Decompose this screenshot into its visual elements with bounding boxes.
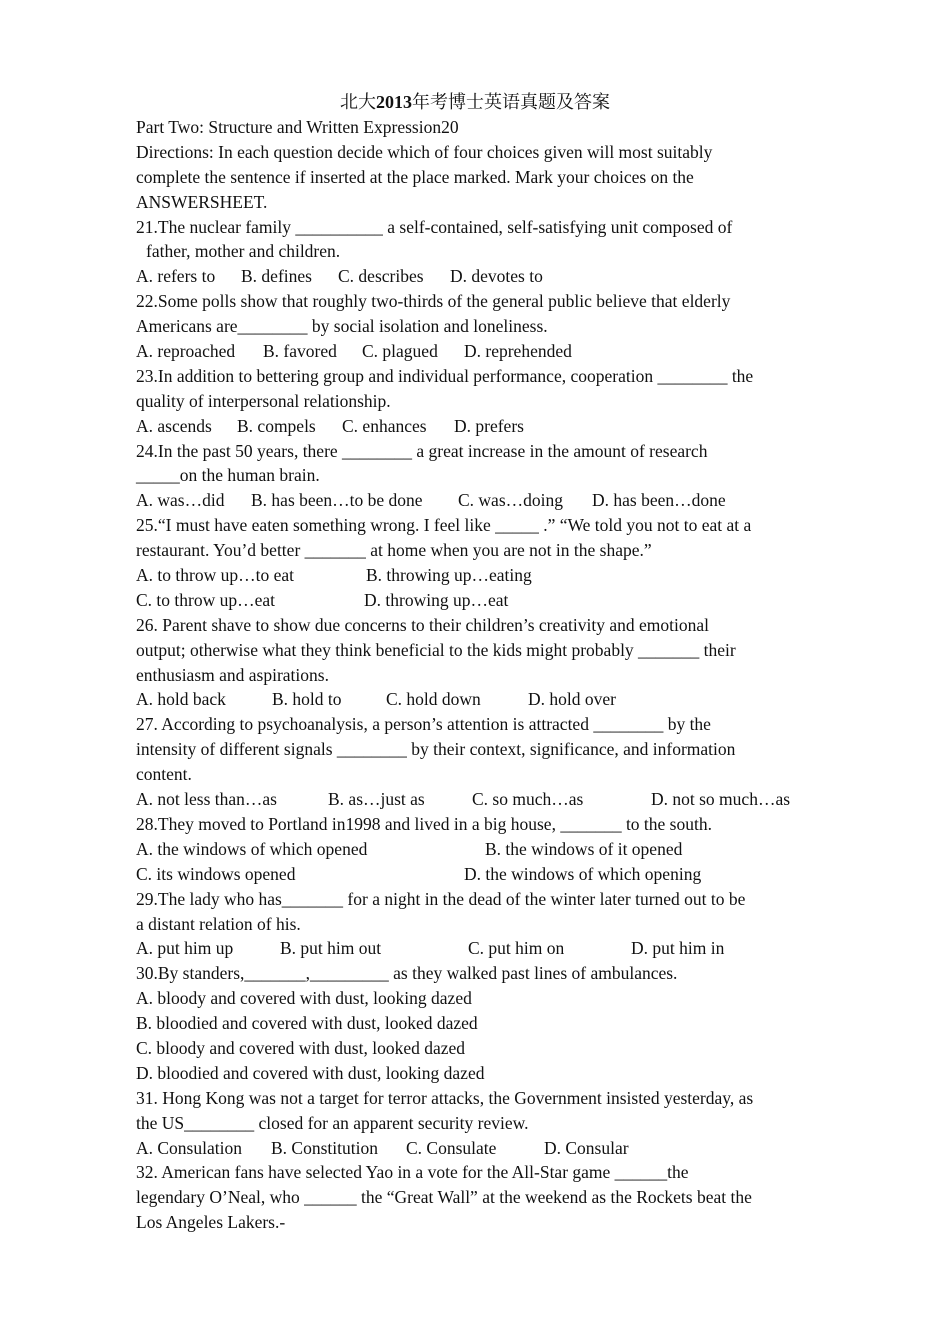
question-27 [136, 712, 826, 812]
question-stem: 23.In addition to bettering group and individual performance, cooperation ________ the [136, 365, 754, 386]
options-row [136, 339, 826, 364]
option-d: D. prefers [454, 415, 524, 436]
title-suffix: 年考博士英语真题及答案 [412, 92, 610, 112]
option-b: B. as…just as [328, 789, 425, 810]
options-row [136, 414, 826, 439]
question-stem: the US________ closed for an apparent security review. [136, 1112, 529, 1133]
question-stem: 30.By standers,_______,_________ as they walked past lines of ambulances. [136, 963, 678, 984]
options-row [136, 936, 826, 961]
option-b: B. compels [237, 415, 316, 436]
option-b: B. Constitution [271, 1137, 378, 1158]
options-row [136, 264, 826, 289]
option-c: C. its windows opened [136, 863, 296, 884]
option-c: C. to throw up…eat [136, 589, 276, 610]
option-c: C. enhances [342, 415, 427, 436]
option-d: D. Consular [544, 1137, 629, 1158]
document-title [0, 90, 950, 114]
title-prefix: 北大 [340, 92, 376, 112]
option-a: A. reproached [136, 341, 236, 362]
question-stem: a distant relation of his. [136, 913, 301, 934]
question-stem: _____on the human brain. [136, 465, 320, 486]
option-a: A. ascends [136, 415, 212, 436]
question-stem: restaurant. You’d better _______ at home when you are not in the shape.” [136, 540, 652, 561]
question-21 [136, 215, 826, 290]
question-stem: 28.They moved to Portland in1998 and lived in a big house, _______ to the south. [136, 813, 712, 834]
question-stem: enthusiasm and aspirations. [136, 664, 329, 685]
option-a: A. to throw up…to eat [136, 565, 294, 586]
option-b: B. has been…to be done [251, 490, 423, 511]
question-stem: legendary O’Neal, who ______ the “Great Wall” at the weekend as the Rockets beat the [136, 1187, 752, 1208]
option-d: D. devotes to [450, 266, 543, 287]
options-row [136, 687, 826, 712]
option-c: C. bloody and covered with dust, looked dazed [136, 1037, 466, 1058]
option-d: D. put him in [631, 938, 725, 959]
option-a: A. the windows of which opened [136, 838, 368, 859]
question-stem: 27. According to psychoanalysis, a person’s attention is attracted ________ by the [136, 714, 711, 735]
document-body [136, 115, 826, 1235]
option-c: C. was…doing [458, 490, 563, 511]
question-stem: 32. American fans have selected Yao in a vote for the All-Star game ______the [136, 1162, 689, 1183]
option-d: D. bloodied and covered with dust, looking dazed [136, 1062, 485, 1083]
question-stem: quality of interpersonal relationship. [136, 390, 391, 411]
option-c: C. hold down [386, 689, 481, 710]
question-stem: 25.“I must have eaten something wrong. I feel like _____ .” “We told you not to eat at a [136, 515, 752, 536]
question-stem: father, mother and children. [146, 241, 341, 262]
option-b: B. defines [241, 266, 312, 287]
question-stem: 21.The nuclear family __________ a self-contained, self-satisfying unit composed of [136, 216, 733, 237]
options-row [136, 862, 826, 887]
option-a: A. hold back [136, 689, 226, 710]
option-b: B. put him out [280, 938, 382, 959]
options-row [136, 787, 826, 812]
option-b: B. hold to [272, 689, 342, 710]
question-stem: 26. Parent shave to show due concerns to their children’s creativity and emotional [136, 614, 709, 635]
option-b: B. the windows of it opened [485, 838, 683, 859]
question-31 [136, 1086, 826, 1161]
question-29 [136, 887, 826, 962]
options-row [136, 1136, 826, 1161]
option-a: A. not less than…as [136, 789, 277, 810]
option-a: A. bloody and covered with dust, looking dazed [136, 988, 472, 1009]
options-row [136, 563, 826, 588]
option-a: A. was…did [136, 490, 225, 511]
option-d: D. throwing up…eat [364, 589, 509, 610]
option-a: A. refers to [136, 266, 216, 287]
directions-line: Directions: In each question decide which of four choices given will most suitably [136, 141, 713, 162]
options-row [136, 488, 826, 513]
option-c: C. put him on [468, 938, 565, 959]
option-d: D. reprehended [464, 341, 572, 362]
question-28 [136, 812, 826, 887]
title-year: 2013 [376, 92, 412, 112]
question-25 [136, 513, 826, 613]
question-22 [136, 289, 826, 364]
question-stem: content. [136, 764, 192, 785]
option-c: C. plagued [362, 341, 438, 362]
option-a: A. put him up [136, 938, 234, 959]
question-stem: 24.In the past 50 years, there ________ a great increase in the amount of research [136, 440, 708, 461]
option-d: D. has been…done [592, 490, 726, 511]
directions-line: complete the sentence if inserted at the place marked. Mark your choices on the [136, 166, 694, 187]
question-32 [136, 1160, 826, 1235]
options-row [136, 588, 826, 613]
question-stem: Los Angeles Lakers.- [136, 1212, 286, 1233]
options-row [136, 837, 826, 862]
question-stem: 29.The lady who has_______ for a night in the dead of the winter later turned out to be [136, 888, 746, 909]
question-23 [136, 364, 826, 439]
question-24 [136, 439, 826, 514]
directions-line: ANSWERSHEET. [136, 191, 268, 212]
option-d: D. hold over [528, 689, 616, 710]
option-d: D. not so much…as [651, 789, 791, 810]
option-c: C. so much…as [472, 789, 584, 810]
option-a: A. Consulation [136, 1137, 242, 1158]
question-stem: Americans are________ by social isolation and loneliness. [136, 316, 548, 337]
option-d: D. the windows of which opening [464, 863, 702, 884]
option-c: C. Consulate [406, 1137, 497, 1158]
part-heading: Part Two: Structure and Written Expression20 [136, 117, 459, 137]
option-b: B. bloodied and covered with dust, looked dazed [136, 1013, 478, 1034]
question-30 [136, 961, 826, 1085]
option-b: B. favored [263, 341, 337, 362]
question-stem: intensity of different signals ________ by their context, significance, and information [136, 739, 736, 760]
question-stem: output; otherwise what they think beneficial to the kids might probably _______ their [136, 639, 736, 660]
question-stem: 31. Hong Kong was not a target for terror attacks, the Government insisted yesterday, as [136, 1087, 754, 1108]
question-26 [136, 613, 826, 713]
option-c: C. describes [338, 266, 424, 287]
option-b: B. throwing up…eating [366, 565, 532, 586]
question-stem: 22.Some polls show that roughly two-thirds of the general public believe that elderly [136, 291, 731, 312]
